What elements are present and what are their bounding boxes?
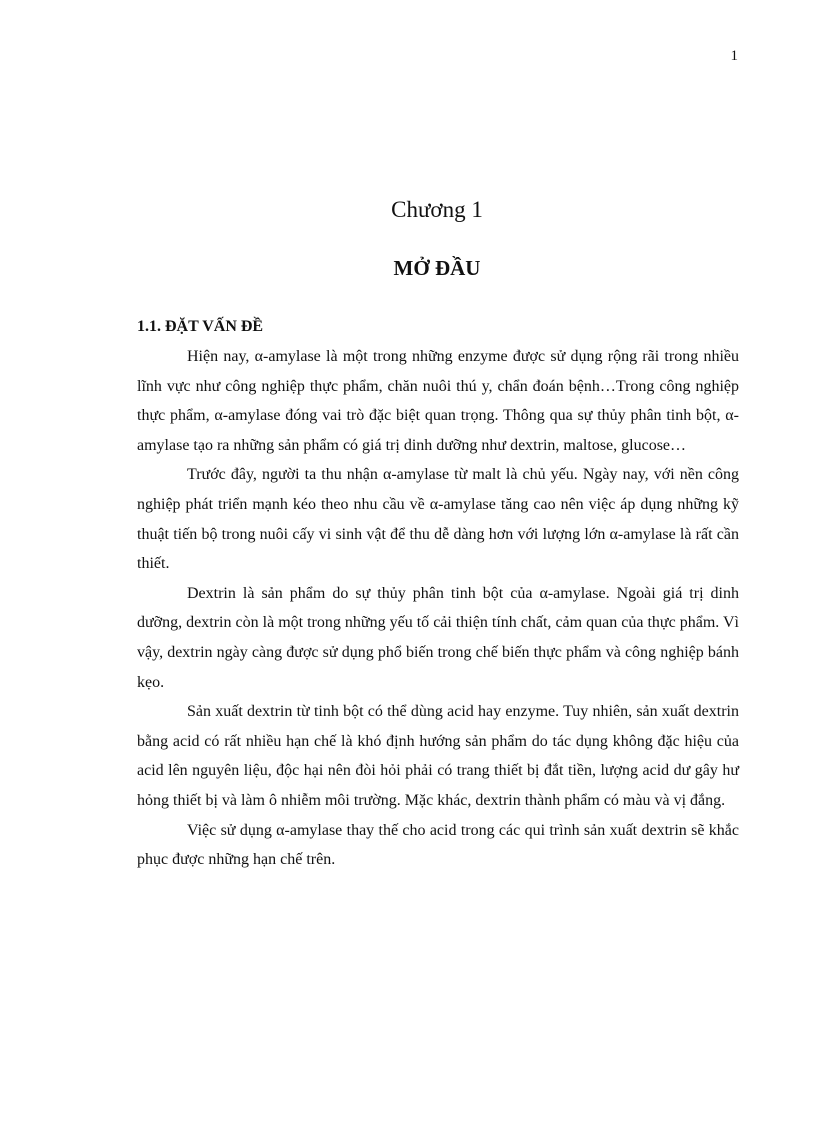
- paragraph-5: Việc sử dụng α-amylase thay thế cho acid trong các qui trình sản xuất dextrin sẽ khắc phục được những hạn chế trên.: [137, 821, 739, 869]
- section-content: [137, 316, 739, 875]
- paragraph-3: Dextrin là sản phẩm do sự thủy phân tinh bột của α-amylase. Ngoài giá trị dinh dưỡng, dextrin còn là một trong những yếu tố cải thiện tính chất, cảm quan của thực phẩm. Vì vậy, dextrin ngày càng được sử dụng phổ biến trong chế biến thực phẩm và công nghiệp bánh kẹo.: [137, 584, 739, 691]
- paragraph-4: Sản xuất dextrin từ tinh bột có thể dùng acid hay enzyme. Tuy nhiên, sản xuất dextrin bằng acid có rất nhiều hạn chế là khó định hướng sản phẩm do tác dụng không đặc hiệu của acid lên nguyên liệu, độc hại nên đòi hỏi phải có trang thiết bị đắt tiền, lượng acid dư gây hư hỏng thiết bị và làm ô nhiễm môi trường. Mặc khác, dextrin thành phẩm có màu và vị đắng.: [137, 703, 739, 809]
- paragraph-2: Trước đây, người ta thu nhận α-amylase từ malt là chủ yếu. Ngày nay, với nền công nghiệp phát triển mạnh kéo theo nhu cầu về α-amylase tăng cao nên việc áp dụng những kỹ thuật tiến bộ trong nuôi cấy vi sinh vật để thu dễ dàng hơn với lượng lớn α-amylase là rất cần thiết.: [137, 466, 739, 573]
- section-heading: 1.1. ĐẶT VẤN ĐỀ: [137, 318, 264, 335]
- page-number: 1: [730, 48, 738, 64]
- paragraph-1: Hiện nay, α-amylase là một trong những enzyme được sử dụng rộng rãi trong nhiều lĩnh vực như công nghiệp thực phẩm, chăn nuôi thú y, chẩn đoán bệnh…Trong công nghiệp thực phẩm, α-amylase đóng vai trò đặc biệt quan trọng. Thông qua sự thủy phân tinh bột, α-amylase tạo ra những sản phẩm có giá trị dinh dưỡng như dextrin, maltose, glucose…: [137, 348, 739, 454]
- chapter-label: Chương 1: [391, 197, 483, 222]
- chapter-title: MỞ ĐẦU: [393, 256, 481, 280]
